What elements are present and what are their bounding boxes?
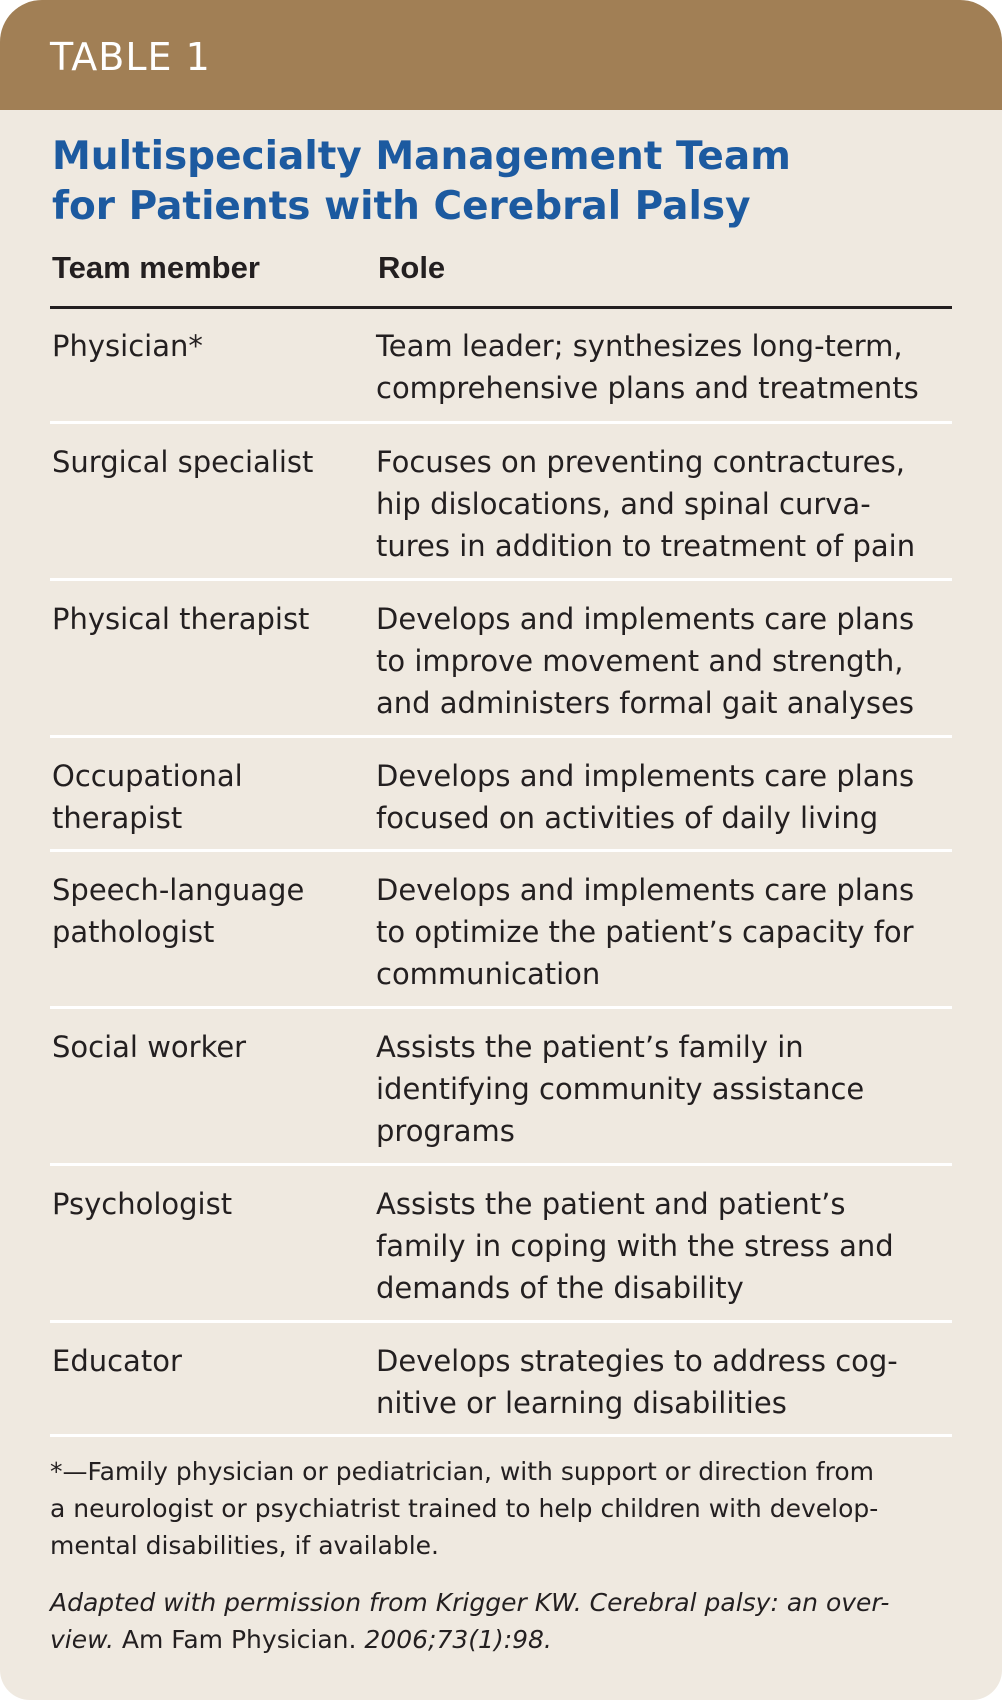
table-title	[52, 132, 952, 232]
table-title-line-1: Multispecialty Management Team	[52, 134, 791, 179]
team-member-cell: Psychologist	[52, 1187, 233, 1221]
column-header-role: Role	[378, 250, 446, 285]
source-citation	[50, 1584, 955, 1658]
source-volume: 2006;73(1):98.	[364, 1625, 552, 1654]
header-bar	[0, 0, 1002, 110]
role-cell: Develops and implements care plans focused on activities of daily living	[376, 759, 915, 835]
row-divider	[50, 1163, 952, 1166]
row-divider	[50, 849, 952, 852]
table-title-line-2: for Patients with Cerebral Palsy	[52, 184, 751, 229]
header-divider	[50, 306, 952, 309]
role-cell: Focuses on preventing contractures, hip dislocations, and spinal curva- tures in addition to treatment of pain	[376, 445, 916, 563]
row-divider	[50, 735, 952, 738]
team-member-cell: Surgical specialist	[52, 445, 314, 479]
role-cell: Assists the patient and patient’s family in coping with the stress and demands of the disability	[376, 1187, 894, 1305]
team-member-cell: Physical therapist	[52, 602, 310, 636]
row-divider	[50, 1434, 952, 1437]
source-journal: Am Fam Physician.	[113, 1625, 365, 1654]
source-line-2	[50, 1621, 955, 1658]
source-line-1: Adapted with permission from Krigger KW. Cerebral palsy: an over-	[50, 1588, 890, 1617]
role-cell: Develops strategies to address cog- nitive or learning disabilities	[376, 1344, 898, 1420]
footnote: *—Family physician or pediatrician, with support or direction from a neurologist or psychiatrist trained to help children with develop- mental disabilities, if available.	[50, 1457, 879, 1560]
source-part-view: view.	[50, 1625, 114, 1654]
row-divider	[50, 421, 952, 424]
team-member-cell: Educator	[52, 1344, 182, 1378]
role-cell: Develops and implements care plans to improve movement and strength, and administers formal gait analyses	[376, 602, 915, 720]
table-label: TABLE 1	[50, 35, 211, 79]
role-cell: Assists the patient’s family in identifying community assistance programs	[376, 1030, 865, 1148]
row-divider	[50, 1320, 952, 1323]
row-divider	[50, 1006, 952, 1009]
team-member-cell: Occupational therapist	[52, 759, 243, 835]
row-divider	[50, 578, 952, 581]
team-member-cell: Speech-language pathologist	[52, 873, 305, 949]
team-member-cell: Physician*	[52, 329, 203, 363]
team-member-cell: Social worker	[52, 1030, 247, 1064]
role-cell: Develops and implements care plans to optimize the patient’s capacity for communication	[376, 873, 915, 991]
column-header-team-member: Team member	[52, 250, 260, 285]
role-cell: Team leader; synthesizes long-term, comprehensive plans and treatments	[376, 329, 919, 405]
